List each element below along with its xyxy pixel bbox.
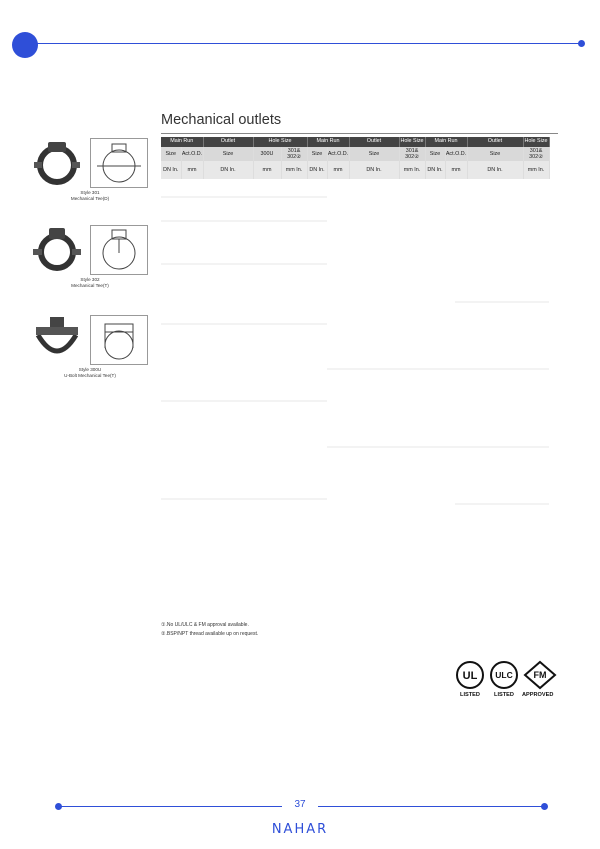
ul-listed-mark: UL LISTED [455,660,485,698]
tee-sketch-icon [90,138,148,188]
ul-logo-icon [455,660,485,690]
fm-approved-mark: FM APPROVED [522,660,553,698]
header-rule-end [578,40,585,47]
footer-rule-start [55,803,62,810]
footer-rule-end [541,803,548,810]
page-number: 37 [282,799,318,810]
fm-logo-icon [523,660,553,690]
svg-text:UL: UL [462,670,478,682]
table-group-header: Main Run Outlet Hole Size Main Run Outlet Hole Size Main Run Outlet Hole Size [161,137,549,147]
table-grid-lines [161,179,549,614]
product-style-300u [28,315,152,379]
footnote-2: ②.BSP/NPT thread available up on request. [161,631,259,637]
tee-sketch-icon [90,225,148,275]
brand-name: NAHAR [271,822,329,837]
u-bolt-sketch-icon [90,315,148,365]
ulc-listed-mark: ULC LISTED [489,660,519,698]
svg-text:ULC: ULC [495,670,513,680]
product-caption: Style 302 Mechanical Tee(T) [71,277,109,288]
outlet-spec-table [161,137,550,618]
table-sub-header: Size Act.O.D. Size 300U 301& 302② Size Act.O.D. Size 301& 302② Size Act.O.D. Size 301& 302② [161,147,549,161]
product-caption: Style 301 Mechanical Tee(D) [70,190,110,201]
product-style-301 [28,138,152,202]
tee-photo-icon [28,138,86,188]
table-unit-header: DN In. mm DN In. mm mm In. DN In. mm DN In. mm In. DN In. mm DN In. mm In. [161,161,549,179]
page-title: Mechanical outlets [161,112,282,128]
table-body [161,179,549,618]
footnote-1: ①.No UL/ULC & FM approval available. [161,622,249,628]
product-style-302 [28,225,152,289]
u-bolt-tee-photo-icon [28,315,86,365]
title-underline [161,133,558,134]
tee-photo-icon [28,225,86,275]
svg-text:FM: FM [533,670,547,680]
header-rule [25,43,580,44]
product-caption: Style 300U U-Bolt Mechanical Tee(T) [64,367,116,378]
header-dot [12,32,38,58]
ulc-logo-icon [489,660,519,690]
